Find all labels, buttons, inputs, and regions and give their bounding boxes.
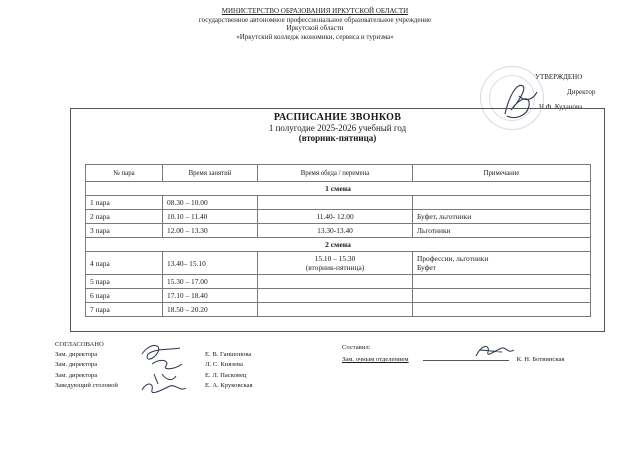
pair-cell: 6 пара xyxy=(86,289,163,303)
agreed-row xyxy=(55,360,243,370)
break-cell xyxy=(258,275,413,289)
time-cell: 08.30 – 10.00 xyxy=(163,196,258,210)
pair-cell: 4 пара xyxy=(86,252,163,275)
note-cell: Буфет, льготники xyxy=(413,210,591,224)
institution-header xyxy=(150,7,480,41)
signature-line xyxy=(423,353,509,361)
approval-name: Н.Ф. Куданова xyxy=(539,103,583,111)
agreed-label: СОГЛАСОВАНО xyxy=(55,341,104,348)
pair-cell: 7 пара xyxy=(86,303,163,317)
college-name-line: «Иркутский колледж экономики, сервиса и туризма» xyxy=(236,32,394,41)
title-days: (вторник-пятница) xyxy=(298,133,377,143)
shift-label: 2 смена xyxy=(86,238,591,252)
table-row xyxy=(86,289,591,303)
agreed-name: Е. А. Круковская xyxy=(205,381,253,389)
time-cell: 13.40– 15.10 xyxy=(163,252,258,275)
shift-row xyxy=(86,182,591,196)
header-break-time: Время обеда / перемена xyxy=(258,165,413,182)
pair-cell: 1 пара xyxy=(86,196,163,210)
shift-row xyxy=(86,238,591,252)
agreed-block xyxy=(55,340,253,391)
title-main: РАСПИСАНИЕ ЗВОНКОВ xyxy=(273,112,402,123)
header-pair: № пара xyxy=(86,165,163,182)
table-row xyxy=(86,210,591,224)
time-cell: 12.00 – 13.30 xyxy=(163,224,258,238)
compiled-row xyxy=(342,353,564,365)
compiled-name: К. Н. Ботвинская xyxy=(516,355,565,363)
note-cell xyxy=(413,303,591,317)
pair-cell: 3 пара xyxy=(86,224,163,238)
break-cell: 13.30-13.40 xyxy=(258,224,413,238)
break-cell xyxy=(258,289,413,303)
note-line: Профессии, льготники xyxy=(417,254,489,263)
time-cell: 17.10 – 18.40 xyxy=(163,289,258,303)
note-line: Буфет xyxy=(417,263,436,272)
time-cell: 15.30 – 17.00 xyxy=(163,275,258,289)
note-cell xyxy=(413,289,591,303)
break-cell xyxy=(258,252,413,275)
agreed-name: Л. С. Князева xyxy=(205,361,243,369)
institution-type-line: государственное автономное профессиональное образовательное учреждение xyxy=(198,15,432,24)
compiled-label: Составил: xyxy=(342,344,371,351)
schedule-title xyxy=(71,113,604,143)
break-cell: 11.40- 12.00 xyxy=(258,210,413,224)
compiled-block xyxy=(342,343,564,365)
agreed-position: Зам. директора xyxy=(55,361,98,369)
table-row xyxy=(86,275,591,289)
note-cell xyxy=(413,196,591,210)
note-cell xyxy=(413,275,591,289)
agreed-position: Зам. директора xyxy=(55,371,98,379)
ministry-line: МИНИСТЕРСТВО ОБРАЗОВАНИЯ ИРКУТСКОЙ ОБЛАСТИ xyxy=(221,7,409,15)
approval-position: Директор xyxy=(567,88,596,96)
agreed-row xyxy=(55,381,253,391)
time-cell: 18.50 – 20.20 xyxy=(163,303,258,317)
agreed-name: Е. В. Ганшонова xyxy=(205,351,252,359)
note-cell xyxy=(413,252,591,275)
time-cell: 10.10 – 11.40 xyxy=(163,210,258,224)
table-row xyxy=(86,252,591,275)
agreed-position: Зам. директора xyxy=(55,351,98,359)
table-row xyxy=(86,303,591,317)
pair-cell: 2 пара xyxy=(86,210,163,224)
schedule-frame xyxy=(70,108,605,332)
compiled-position: Зам. очным отделением xyxy=(342,355,409,363)
table-row xyxy=(86,224,591,238)
schedule-table xyxy=(85,164,591,317)
pair-cell: 5 пара xyxy=(86,275,163,289)
note-cell: Льготники xyxy=(413,224,591,238)
header-note: Примечание xyxy=(413,165,591,182)
break-cell xyxy=(258,303,413,317)
table-row xyxy=(86,196,591,210)
region-line: Иркутской области xyxy=(286,24,344,33)
agreed-row xyxy=(55,371,247,381)
shift-label: 1 смена xyxy=(86,182,591,196)
break-time: 15.10 – 15.30 xyxy=(314,254,356,263)
approval-label: УТВЕРЖДЕНО xyxy=(535,73,583,81)
table-header-row xyxy=(86,165,591,182)
agreed-position: Заведующий столовой xyxy=(55,381,118,389)
title-semester: 1 полугодие 2025-2026 учебный год xyxy=(268,123,407,133)
header-class-time: Время занятий xyxy=(163,165,258,182)
agreed-name: Е. Л. Пасковец xyxy=(205,371,247,379)
break-days: (вторник-пятница) xyxy=(305,263,365,272)
break-cell xyxy=(258,196,413,210)
agreed-row xyxy=(55,350,252,360)
agreed-signatures xyxy=(136,340,196,398)
